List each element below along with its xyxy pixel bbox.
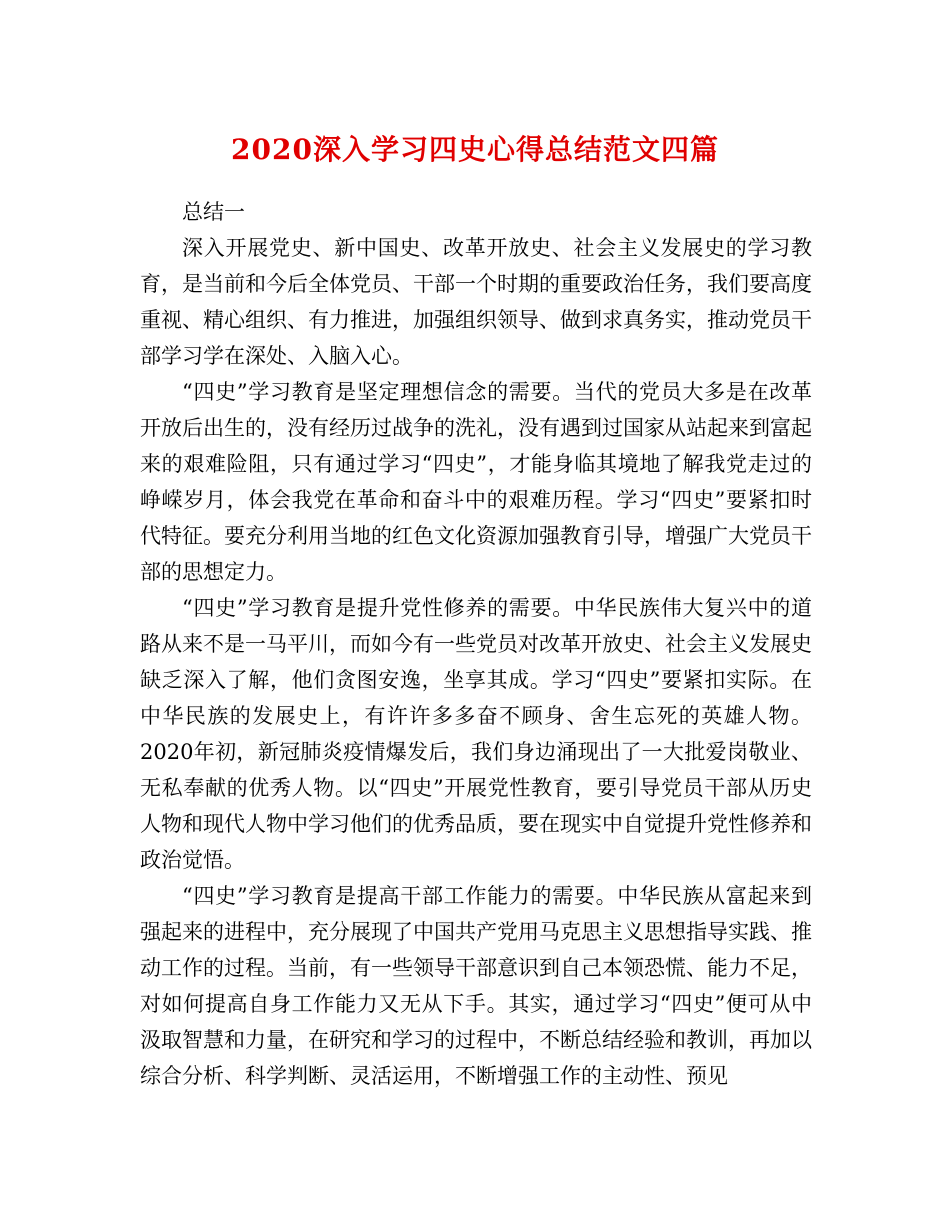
document-title: 2020深入学习四史心得总结范文四篇 <box>231 133 719 166</box>
section-heading: 总结一 <box>182 200 245 224</box>
paragraph: “四史”学习教育是提升党性修养的需要。中华民族伟大复兴中的道路从来不是一马平川，而如今有一些党员对改革开放史、社会主义发展史缺乏深入了解，他们贪图安逸，坐享其成。学习“四史”要紧扣实际。在中华民族的发展史上，有许许多多奋不顾身、舍生忘死的英雄人物。2020年初，新冠肺炎疫情爆发后，我们身边涌现出了一大批爱岗敬业、无私奉献的优秀人物。以“四史”开展党性教育，要引导党员干部从历史人物和现代人物中学习他们的优秀品质，要在现实中自觉提升党性修养和政治觉悟。 <box>140 596 812 872</box>
document-body <box>140 194 812 1094</box>
paragraph: “四史”学习教育是坚定理想信念的需要。当代的党员大多是在改革开放后出生的，没有经历过战争的洗礼，没有遇到过国家从站起来到富起来的艰难险阻，只有通过学习“四史”，才能身临其境地了解我党走过的峥嵘岁月，体会我党在革命和奋斗中的艰难历程。学习“四史”要紧扣时代特征。要充分利用当地的红色文化资源加强教育引导，增强广大党员干部的思想定力。 <box>140 380 812 584</box>
paragraph: “四史”学习教育是提高干部工作能力的需要。中华民族从富起来到强起来的进程中，充分展现了中国共产党用马克思主义思想指导实践、推动工作的过程。当前，有一些领导干部意识到自己本领恐慌、能力不足，对如何提高自身工作能力又无从下手。其实，通过学习“四史”便可从中汲取智慧和力量，在研究和学习的过程中，不断总结经验和教训，再加以综合分析、科学判断、灵活运用，不断增强工作的主动性、预见 <box>140 884 812 1088</box>
paragraph: 深入开展党史、新中国史、改革开放史、社会主义发展史的学习教育，是当前和今后全体党员、干部一个时期的重要政治任务，我们要高度重视、精心组织、有力推进，加强组织领导、做到求真务实，推动党员干部学习学在深处、入脑入心。 <box>140 236 812 368</box>
